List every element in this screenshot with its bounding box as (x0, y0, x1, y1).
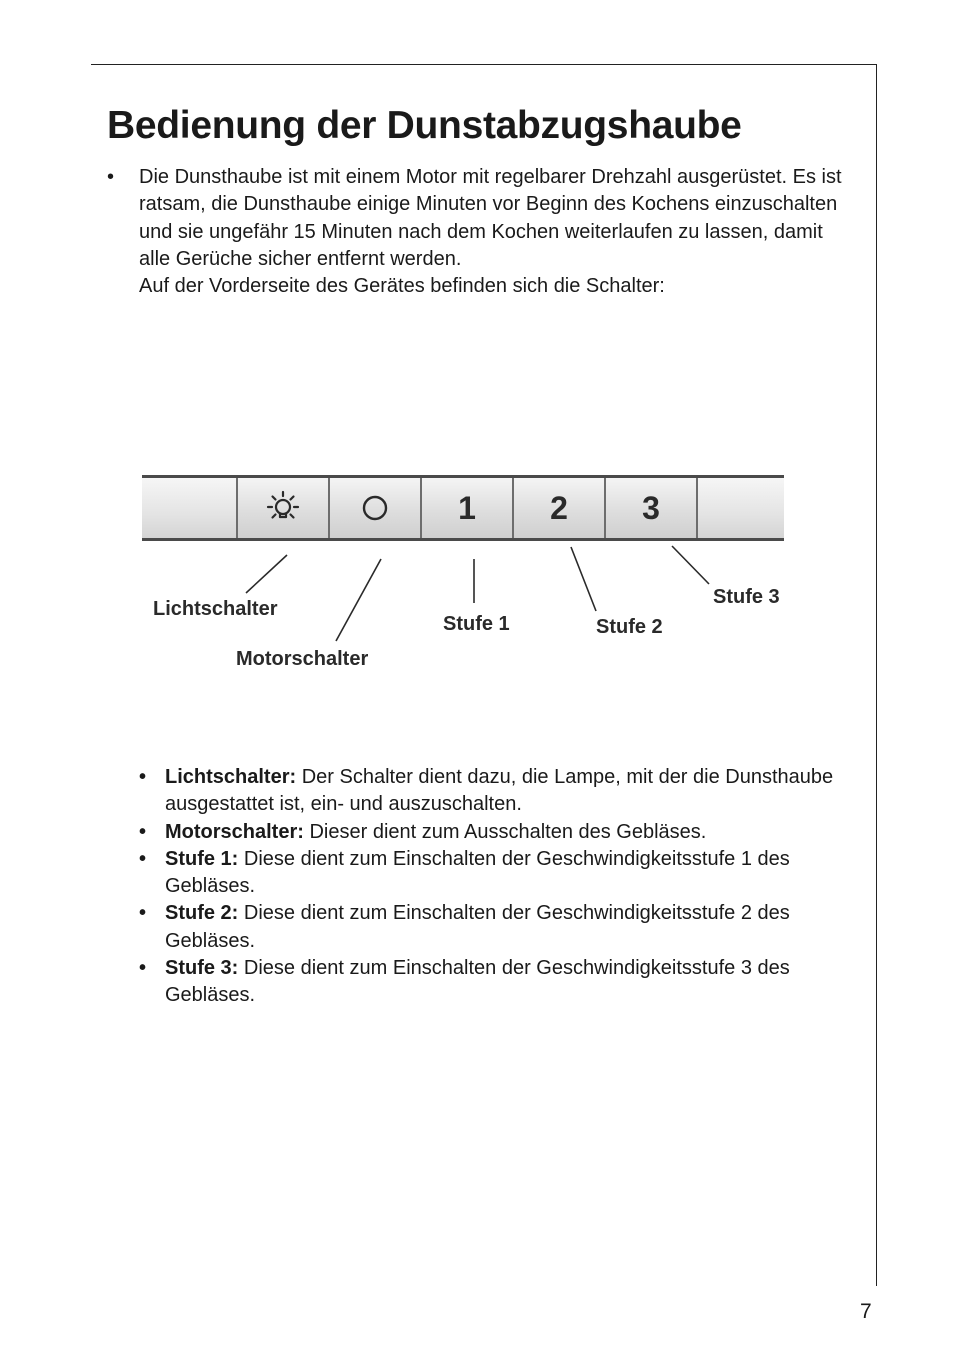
list-item (139, 846, 839, 901)
callout-speed-1: Stufe 1 (443, 613, 510, 635)
leader-motor (336, 559, 381, 641)
feature-term: Lichtschalter: (165, 766, 297, 788)
leader-speed-2 (571, 547, 596, 611)
list-bullet: • (139, 847, 147, 870)
intro-bullet: • (107, 166, 115, 188)
feature-term: Stufe 1: (165, 847, 239, 870)
feature-text: Diese dient zum Einschalten der Geschwindigkeitsstufe 2 des Gebläses. (165, 902, 790, 952)
feature-text: Dieser dient zum Ausschalten des Gebläses. (309, 820, 707, 843)
intro-paragraph-1: Die Dunsthaube ist mit einem Motor mit regelbarer Drehzahl ausgerüstet. Es ist ratsam, die Dunsthaube einige Minuten vor Beginn des Kochens einzuschalten und sie ungefähr 15 Minuten nach dem Kochen weiterlaufen zu lassen, damit alle Gerüche sicher entfernt werden. (139, 166, 842, 270)
feature-term: Stufe 2: (165, 902, 239, 925)
feature-term: Stufe 3: (165, 957, 239, 980)
feature-term: Motorschalter: (165, 820, 304, 843)
leader-speed-3 (672, 546, 709, 584)
speed-1-label: 1 (458, 489, 476, 526)
list-item (139, 900, 839, 955)
feature-text: Diese dient zum Einschalten der Geschwindigkeitsstufe 1 des Gebläses. (165, 847, 790, 898)
callout-motor: Motorschalter (236, 648, 369, 670)
feature-text: Diese dient zum Einschalten der Geschwindigkeitsstufe 3 des Gebläses. (165, 957, 790, 1007)
page-number: 7 (860, 1300, 872, 1323)
speed-2-label: 2 (550, 489, 568, 526)
callout-speed-3: Stufe 3 (713, 586, 780, 608)
callout-speed-2: Stufe 2 (596, 616, 663, 638)
leader-light (246, 555, 287, 593)
callout-light: Lichtschalter (153, 598, 278, 620)
list-bullet: • (139, 820, 147, 843)
intro-paragraph-2: Auf der Vorderseite des Gerätes befinden sich die Schalter: (139, 275, 665, 298)
list-item (139, 819, 839, 846)
feature-list (139, 764, 839, 1010)
page-title: Bedienung der Dunstabzugshaube (107, 104, 742, 147)
list-bullet: • (139, 957, 147, 980)
list-item (139, 955, 839, 1010)
list-bullet: • (139, 766, 147, 788)
speed-3-label: 3 (642, 489, 660, 526)
feature-text: Der Schalter dient dazu, die Lampe, mit der die Dunsthaube ausgestattet ist, ein- und auszuschalten. (165, 766, 834, 816)
list-item (139, 764, 839, 819)
list-bullet: • (139, 902, 147, 925)
